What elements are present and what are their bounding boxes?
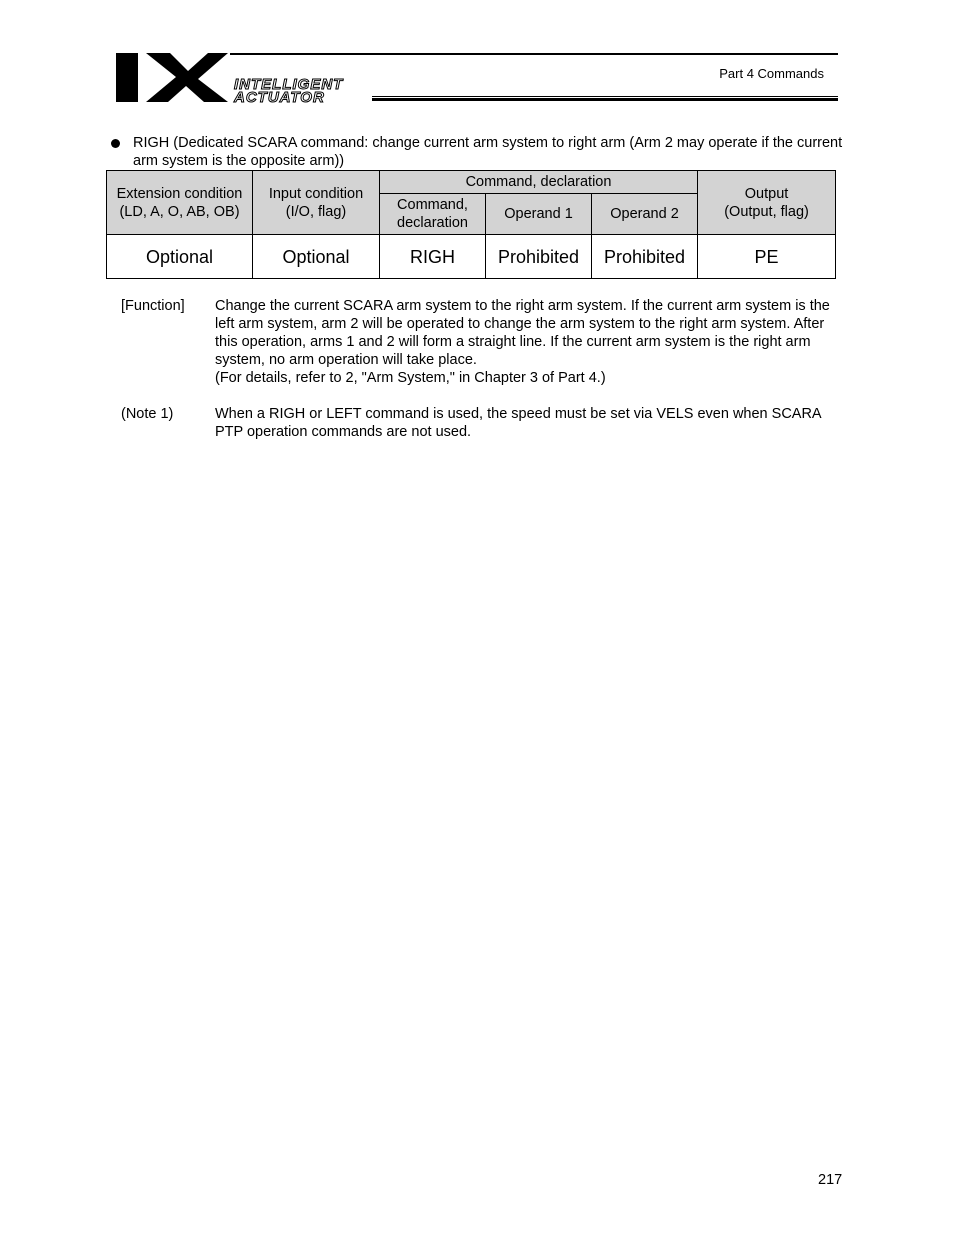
cell-extension: Optional <box>107 235 253 279</box>
section-label: Part 4 Commands <box>719 66 824 81</box>
header-operand-2: Operand 2 <box>592 194 698 235</box>
cell-command: RIGH <box>380 235 486 279</box>
function-reference: (For details, refer to 2, "Arm System," in Chapter 3 of Part 4.) <box>215 370 606 386</box>
header-command-group: Command, declaration <box>380 171 698 194</box>
header-rule-top <box>230 53 838 55</box>
cell-operand-2: Prohibited <box>592 235 698 279</box>
header-input-condition: Input condition (I/O, flag) <box>253 171 380 235</box>
header-operand-1: Operand 1 <box>486 194 592 235</box>
header-command: Command, declaration <box>380 194 486 235</box>
header-extension-condition: Extension condition (LD, A, O, AB, OB) <box>107 171 253 235</box>
note1-text: When a RIGH or LEFT command is used, the speed must be set via VELS even when SCARA PTP operation commands are not used. <box>215 406 821 440</box>
function-label: [Function] <box>121 298 185 314</box>
cell-input: Optional <box>253 235 380 279</box>
command-table <box>106 170 836 279</box>
bullet-icon <box>111 139 120 148</box>
header-rule-bottom-thin <box>372 96 838 97</box>
header-output: Output (Output, flag) <box>698 171 836 235</box>
cell-output: PE <box>698 235 836 279</box>
header-rule-bottom <box>372 98 838 101</box>
note1-label: (Note 1) <box>121 406 174 422</box>
ix-logo-icon <box>116 53 228 102</box>
cell-operand-1: Prohibited <box>486 235 592 279</box>
page-number: 217 <box>818 1172 843 1188</box>
function-text: Change the current SCARA arm system to the right arm system. If the current arm system is the left arm system, arm 2 will be operated to change the arm system to the right arm system. After this operation, arms 1 and 2 will form a straight line. If the current arm system is the right arm system, no arm operation will take place. (For details, refer to 2, "Arm System," in Chapter 3 of Part 4.) <box>215 297 847 387</box>
logo-wordmark: INTELLIGENT ACTUATOR <box>234 76 344 106</box>
command-intro: RIGH (Dedicated SCARA command: change current arm system to right arm (Arm 2 may operate if the current arm system is the opposite arm)) <box>133 135 843 169</box>
